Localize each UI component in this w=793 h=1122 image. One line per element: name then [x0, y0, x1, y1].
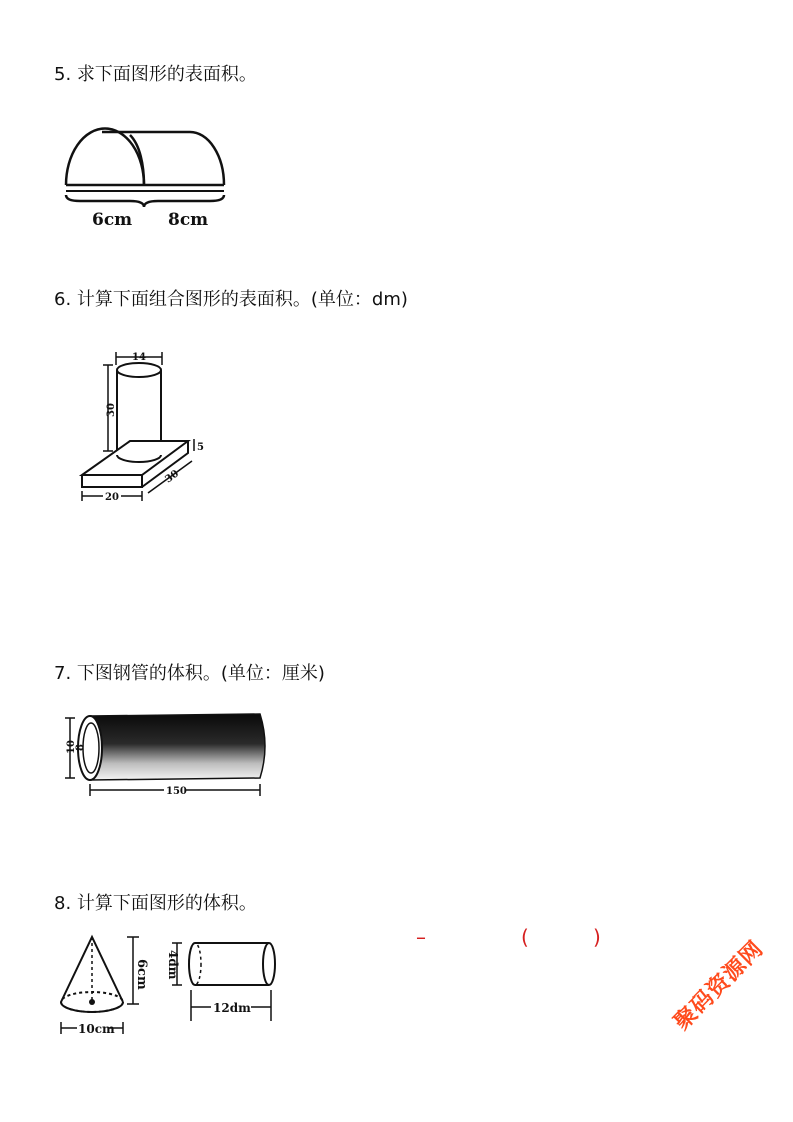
fig6-base-height: 5 — [197, 442, 204, 453]
fig6-base-depth: 30 — [163, 468, 182, 486]
fig8-cyl-length: 12dm — [213, 1001, 251, 1015]
fig6-top-diameter: 14 — [132, 352, 146, 363]
question-8-text: 8. 计算下面图形的体积。 — [54, 893, 257, 914]
figure-8-cylinder — [163, 935, 283, 1027]
figure-8-cone — [54, 932, 154, 1047]
figure-6-cylinder-on-block — [76, 345, 216, 505]
fig5-dim-b: 8cm — [168, 210, 209, 230]
fig8-cone-diameter: 10cm — [78, 1022, 115, 1036]
fig5-dim-a: 6cm — [92, 210, 133, 230]
question-5-text: 5. 求下面图形的表面积。 — [54, 64, 257, 85]
question-6-text: 6. 计算下面组合图形的表面积。(单位：dm) — [54, 289, 408, 310]
figure-5-half-cylinder — [60, 125, 235, 235]
fig7-inner-diameter: 8 — [75, 744, 86, 751]
red-open-paren: ( — [521, 925, 529, 949]
watermark-text: 聚码资源网 — [669, 936, 769, 1036]
fig7-outer-diameter: 10 — [66, 740, 77, 754]
fig7-length: 150 — [166, 786, 187, 797]
fig6-cylinder-height: 30 — [106, 403, 117, 417]
red-close-paren: ) — [593, 925, 601, 949]
fig6-base-width: 20 — [105, 492, 119, 503]
figure-7-steel-pipe — [60, 708, 275, 800]
question-7-text: 7. 下图钢管的体积。(单位：厘米) — [54, 663, 325, 684]
fig8-cone-height: 6cm — [134, 959, 149, 990]
fig8-cyl-height: 4dm — [166, 950, 180, 980]
red-dash-mark: – — [416, 925, 426, 949]
